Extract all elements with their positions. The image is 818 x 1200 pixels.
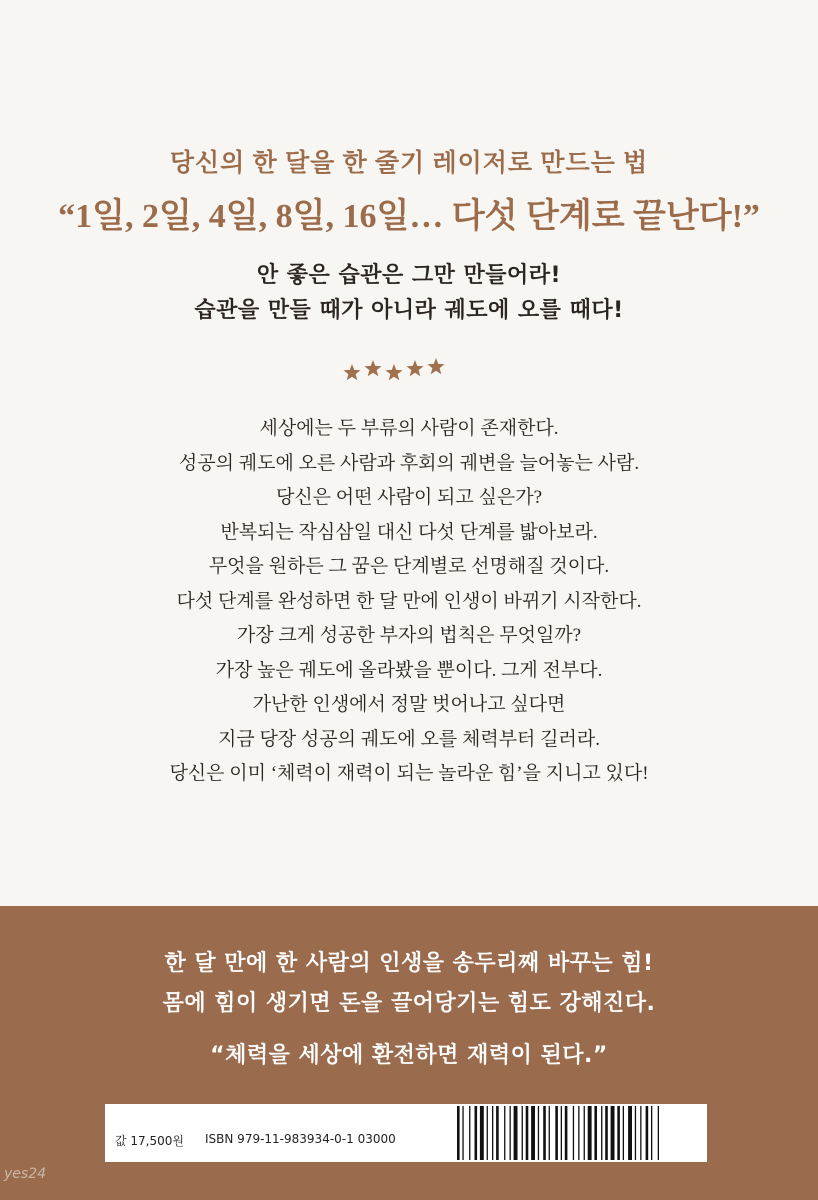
body-line: 지금 당장 성공의 궤도에 오를 체력부터 길러라. (218, 728, 600, 750)
isbn-label: ISBN 979-11-983934-0-1 03000 (205, 1132, 396, 1146)
barcode-icon (455, 1106, 703, 1160)
subhead-line-1: 안 좋은 습관은 그만 만들어라! (256, 263, 562, 288)
footer-line-2: 몸에 힘이 생기면 돈을 끌어당기는 힘도 강해진다. (162, 991, 656, 1016)
rating-stars (340, 355, 460, 385)
barcode-box (105, 1104, 707, 1162)
body-line: 가장 크게 성공한 부자의 법칙은 무엇일까? (236, 625, 582, 646)
body-line: 당신은 어떤 사람이 되고 싶은가? (275, 487, 543, 508)
subhead-line-2: 습관을 만들 때가 아니라 궤도에 오를 때다! (194, 298, 624, 323)
body-line: 무엇을 원하든 그 꿈은 단계별로 선명해질 것이다. (208, 556, 610, 577)
tagline: 당신의 한 달을 한 줄기 레이저로 만드는 법 (169, 150, 649, 177)
body-line: 가장 높은 궤도에 올라봤을 뿐이다. 그게 전부다. (215, 659, 603, 681)
star-icon (406, 360, 423, 376)
headline: “1일, 2일, 4일, 8일, 16일… 다섯 단계로 끝난다!” (58, 198, 760, 235)
watermark-logo: yes24 (4, 1166, 47, 1182)
star-icon (343, 364, 360, 380)
body-line: 반복되는 작심삼일 대신 다섯 단계를 밟아보라. (220, 521, 598, 543)
footer-line-1: 한 달 만에 한 사람의 인생을 송두리째 바꾸는 힘! (164, 951, 654, 976)
body-line: 당신은 이미 ‘체력이 재력이 되는 놀라운 힘’을 지니고 있다! (169, 763, 649, 784)
body-line: 가난한 인생에서 정말 벗어나고 싶다면 (252, 694, 566, 715)
body-line: 다섯 단계를 완성하면 한 달 만에 인생이 바뀌기 시작한다. (176, 590, 642, 612)
star-icon (385, 364, 402, 380)
body-text (0, 412, 818, 792)
body-line: 성공의 궤도에 오른 사람과 후회의 궤변을 늘어놓는 사람. (178, 452, 640, 474)
footer-quote: “체력을 세상에 환전하면 재력이 된다.” (210, 1043, 608, 1068)
price-label: 값 17,500원 (115, 1134, 184, 1148)
body-line: 세상에는 두 부류의 사람이 존재한다. (259, 418, 559, 439)
star-icon (427, 358, 444, 374)
star-icon (364, 360, 381, 376)
